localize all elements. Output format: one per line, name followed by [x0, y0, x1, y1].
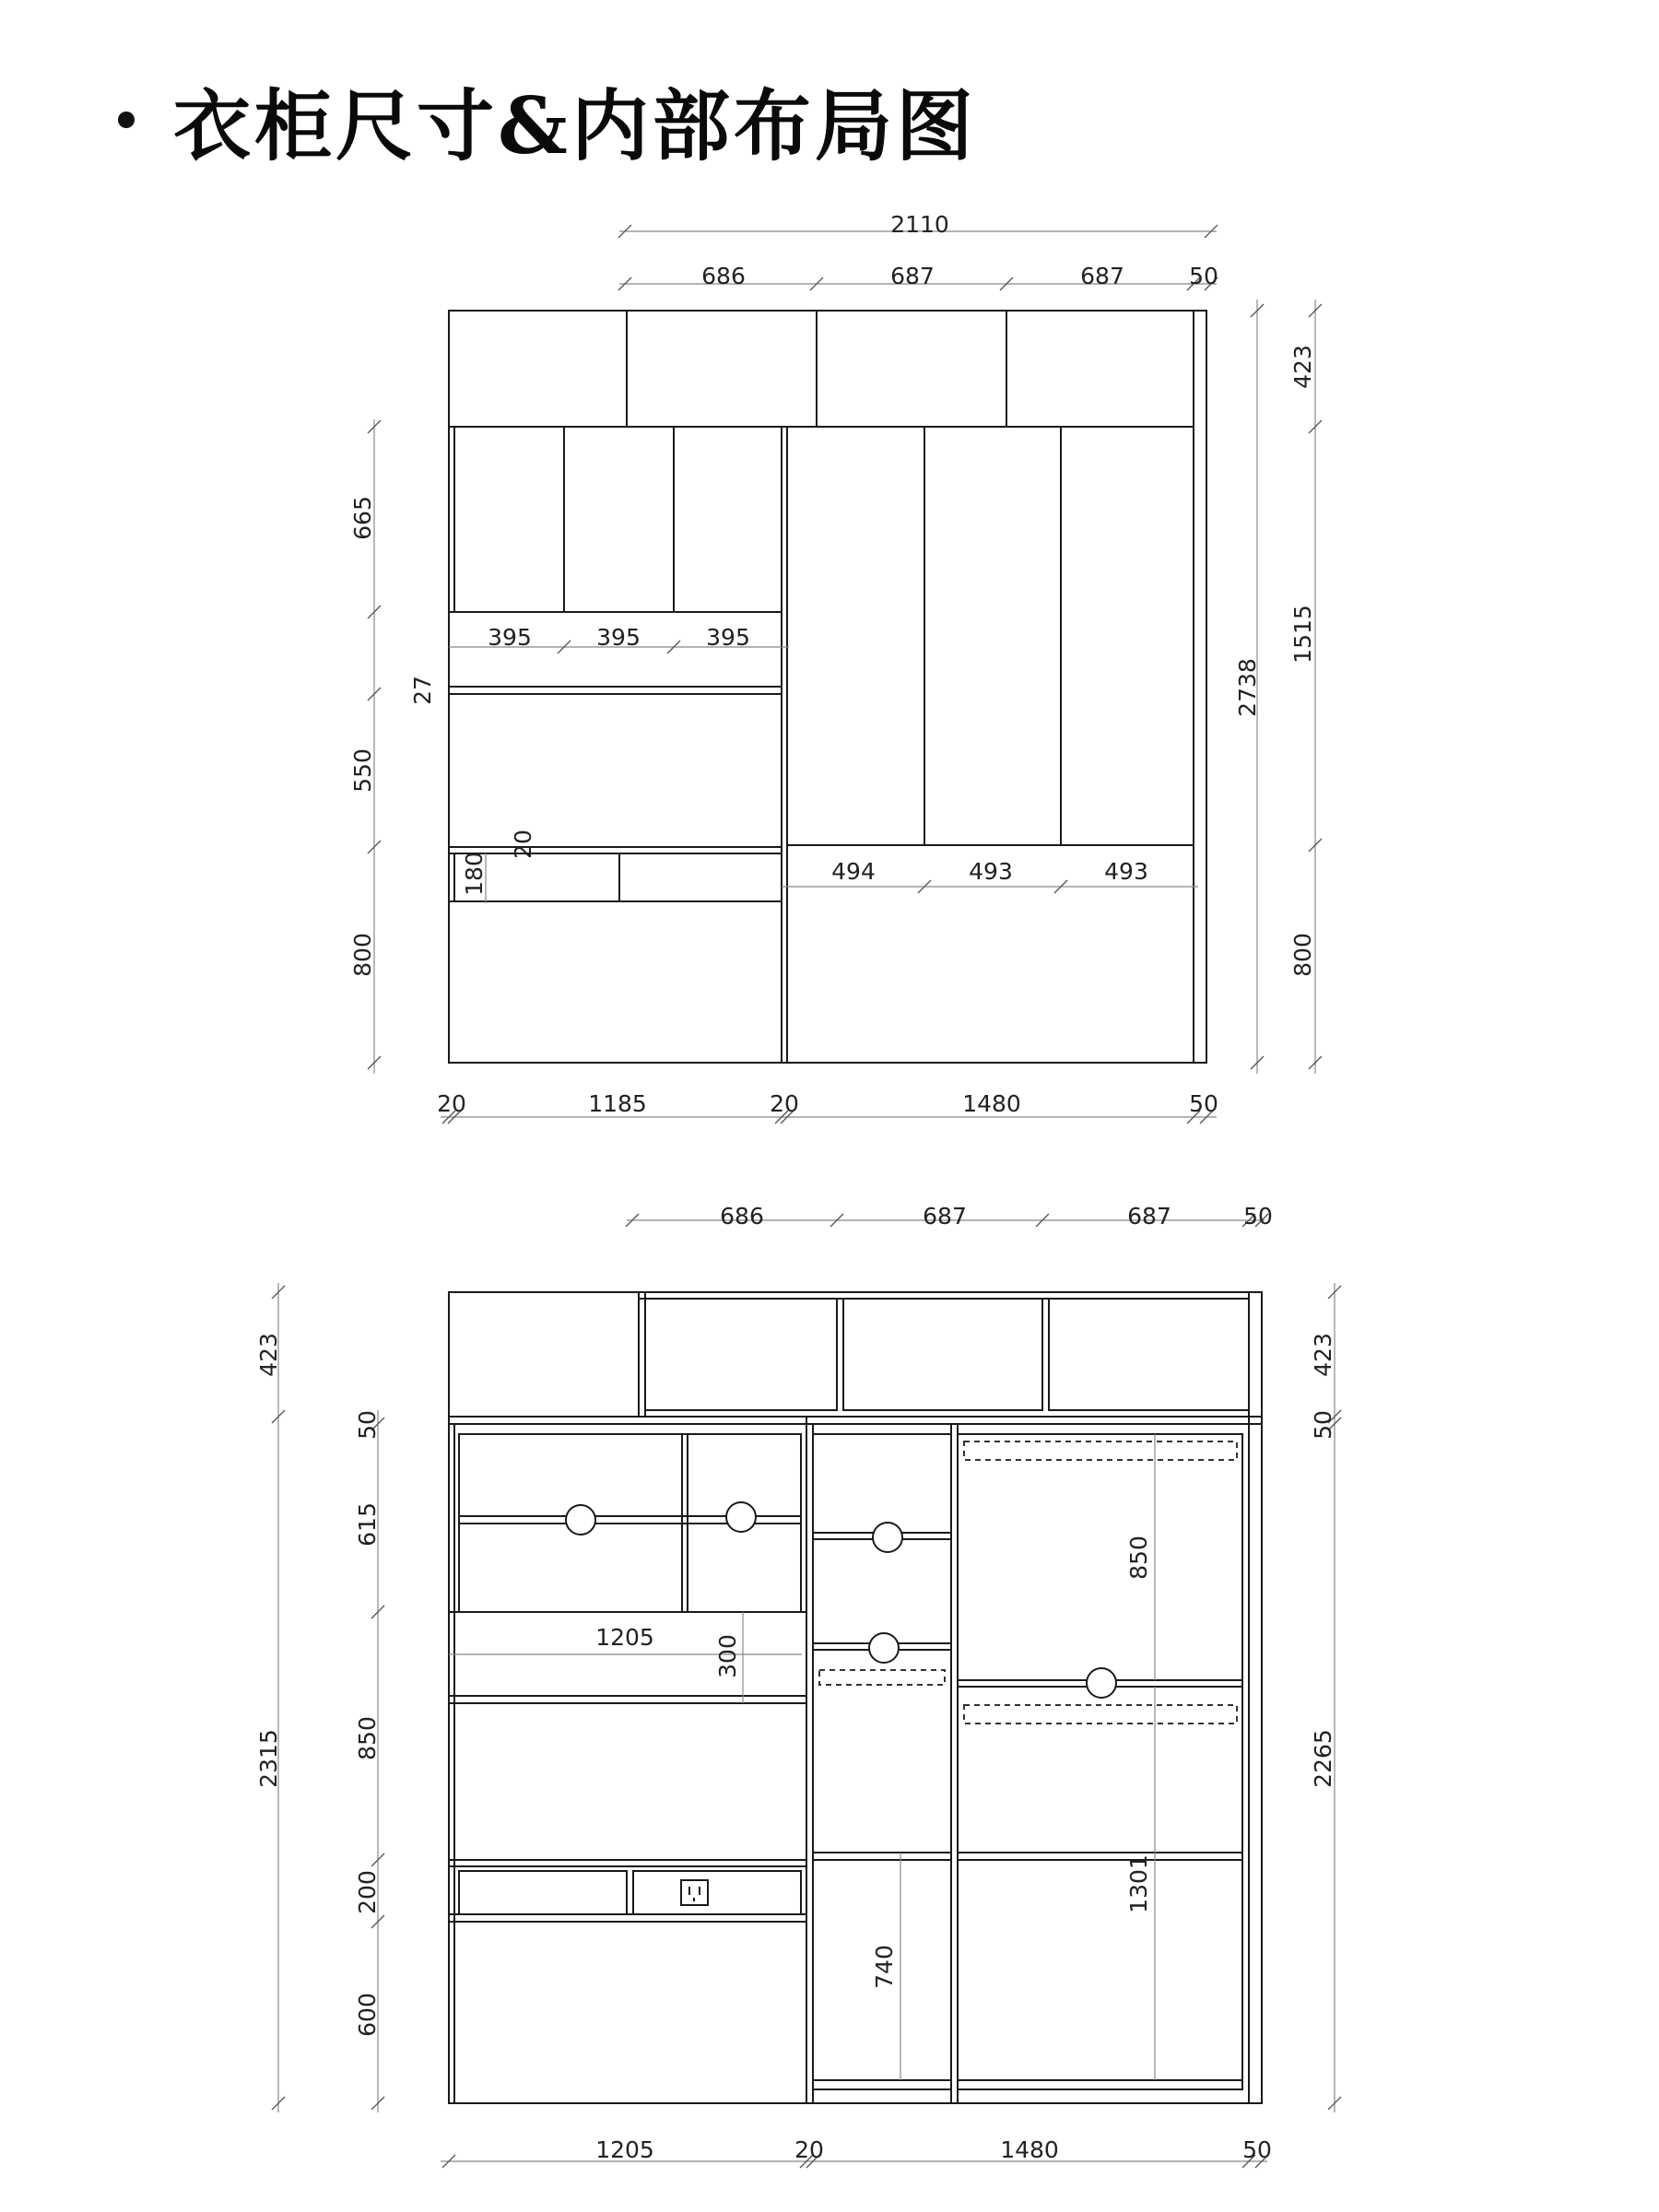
d1-small-180: 180 — [461, 852, 488, 896]
d2-left-outer-1: 423 — [255, 1333, 282, 1377]
d1-texture-block — [449, 311, 627, 427]
power-socket-icon — [681, 1880, 708, 1905]
d2-inner-1301: 1301 — [1125, 1854, 1152, 1913]
d1-left-1: 665 — [349, 496, 376, 540]
d1-bottom-4: 1480 — [962, 1090, 1021, 1117]
d1-right-1: 423 — [1289, 345, 1316, 389]
d1-left-4: 800 — [349, 933, 376, 977]
d1-bottom-1: 20 — [437, 1090, 466, 1117]
d1-right-3: 800 — [1289, 933, 1316, 977]
d2-texture-block — [449, 1292, 639, 1417]
d1-inner-l-3: 395 — [706, 624, 750, 651]
d2-grommet-4 — [869, 1633, 899, 1663]
d1-inner-l-1: 395 — [488, 624, 532, 651]
d2-bottom-2: 20 — [794, 2136, 824, 2163]
d2-top-2: 687 — [923, 1203, 967, 1230]
d2-grommet-5 — [1087, 1668, 1116, 1698]
d2-grommet-3 — [873, 1523, 902, 1552]
d2-left-outer-2: 2315 — [255, 1729, 282, 1788]
d1-left-2: 27 — [409, 676, 436, 705]
d2-left-4: 200 — [354, 1870, 381, 1914]
page-title: 衣柜尺寸&内部布局图 — [173, 79, 977, 171]
d2-left-1: 50 — [354, 1410, 381, 1440]
drawing-1 — [349, 211, 1322, 1124]
d2-inner-1205: 1205 — [595, 1624, 654, 1651]
d1-left-3: 550 — [349, 748, 376, 793]
d1-right-2: 1515 — [1289, 605, 1316, 664]
d1-bottom-2: 1185 — [588, 1090, 647, 1117]
d2-right-3: 2265 — [1310, 1729, 1336, 1788]
d2-left-2: 615 — [354, 1502, 381, 1547]
d2-grommet-1 — [566, 1505, 595, 1535]
d1-inner-r-3: 493 — [1104, 858, 1148, 885]
d2-right-2: 50 — [1310, 1410, 1336, 1440]
d2-top-1: 686 — [720, 1203, 764, 1230]
d1-inner-r-2: 493 — [969, 858, 1013, 885]
d2-grommet-2 — [726, 1502, 756, 1532]
d2-inner-850: 850 — [1125, 1535, 1152, 1580]
d1-top-2: 687 — [890, 263, 935, 289]
d1-top-3: 687 — [1080, 263, 1124, 289]
d1-top-4: 50 — [1189, 263, 1218, 289]
d2-inner-300: 300 — [714, 1634, 741, 1678]
d2-top-4: 50 — [1243, 1203, 1273, 1230]
d2-bottom-3: 1480 — [1000, 2136, 1059, 2163]
d1-top-total: 2110 — [890, 211, 949, 238]
d1-inner-l-2: 395 — [596, 624, 641, 651]
d2-inner-740: 740 — [871, 1945, 898, 1989]
d2-bottom-4: 50 — [1242, 2136, 1272, 2163]
d2-top-3: 687 — [1127, 1203, 1171, 1230]
d2-left-3: 850 — [354, 1716, 381, 1760]
d1-small-20: 20 — [510, 830, 536, 859]
d1-bottom-3: 20 — [770, 1090, 799, 1117]
d2-outline — [449, 1292, 1262, 2103]
d1-bottom-5: 50 — [1189, 1090, 1218, 1117]
d1-top-1: 686 — [701, 263, 746, 289]
d2-bottom-1: 1205 — [595, 2136, 654, 2163]
d1-right-outer: 2738 — [1234, 658, 1261, 717]
d2-left-5: 600 — [354, 1993, 381, 2037]
d1-inner-r-1: 494 — [831, 858, 876, 885]
drawing-2 — [255, 1203, 1341, 2168]
d2-right-1: 423 — [1310, 1333, 1336, 1377]
